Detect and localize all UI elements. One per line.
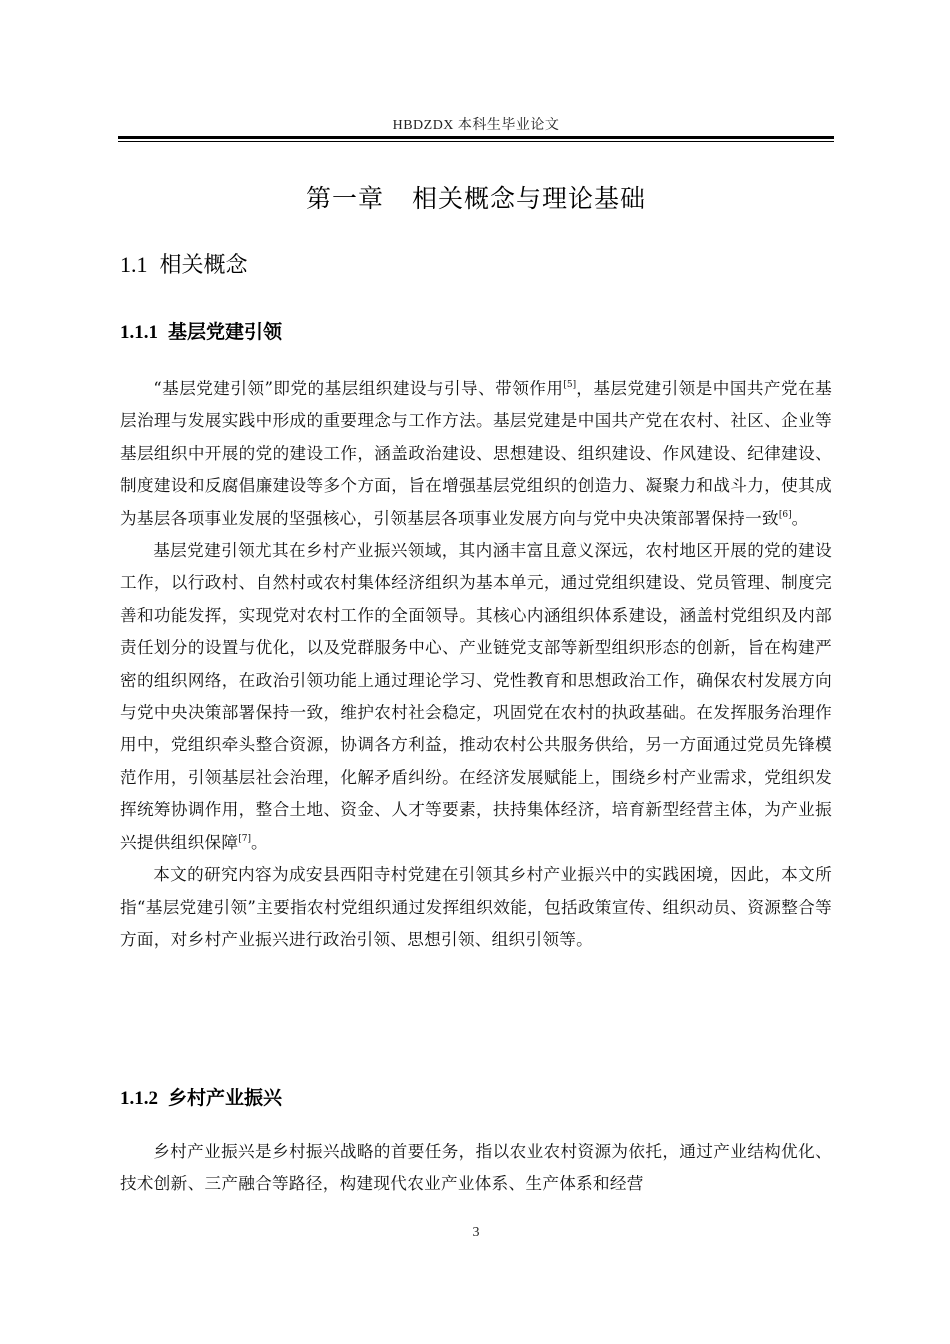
paragraph-2: 基层党建引领尤其在乡村产业振兴领域，其内涵丰富且意义深远，农村地区开展的党的建设工作，以行政村、自然村或农村集体经济组织为基本单元，通过党组织建设、党员管理、制度完善和功能发挥，实现党对农村工作的全面领导。其核心内涵组织体系建设，涵盖村党组织及内部责任划分的设置与优化，以及党群服务中心、产业链党支部等新型组织形态的创新，旨在构建严密的组织网络，在政治引领功能上通过理论学习、党性教育和思想政治工作，确保农村发展方向与党中央决策部署保持一致，维护农村社会稳定，巩固党在农村的执政基础。在发挥服务治理作用中，党组织牵头整合资源，协调各方利益，推动农村公共服务供给，另一方面通过党员先锋模范作用，引领基层社会治理，化解矛盾纠纷。在经济发展赋能上，围绕乡村产业需求，党组织发挥统筹协调作用，整合土地、资金、人才等要素，扶持集体经济，培育新型经营主体，为产业振兴提供组织保障[7]。 <box>120 541 832 852</box>
section-1-1-2-heading <box>120 1083 282 1114</box>
section-1-1-heading <box>120 248 248 283</box>
header-rule-thin <box>118 141 834 142</box>
header-rule-thick <box>118 136 834 139</box>
citation-5[interactable]: [5] <box>563 380 577 390</box>
section-1-1-1-heading <box>120 317 282 348</box>
citation-7[interactable]: [7] <box>238 833 252 844</box>
chapter-title-text: 相关概念与理论基础 <box>412 184 647 213</box>
section-1-1-title: 相关概念 <box>159 253 248 278</box>
running-header: HBDZDX 本科生毕业论文 <box>392 118 560 133</box>
chapter-number: 第一章 <box>305 184 384 213</box>
citation-6[interactable]: [6] <box>778 509 792 520</box>
section-1-1-2-title: 乡村产业振兴 <box>168 1087 283 1109</box>
section-1-1-2-number: 1.1.2 <box>120 1088 158 1109</box>
paragraph-3: 本文的研究内容为成安县西阳寺村党建在引领其乡村产业振兴中的实践困境，因此，本文所指“基层党建引领”主要指农村党组织通过发挥组织效能，包括政策宣传、组织动员、资源整合等方面，对乡村产业振兴进行政治引领、思想引领、组织引领等。 <box>120 865 832 949</box>
section-1-1-1-title: 基层党建引领 <box>168 321 283 343</box>
paragraph-4: 乡村产业振兴是乡村振兴战略的首要任务，指以农业农村资源为依托，通过产业结构优化、技术创新、三产融合等路径，构建现代农业产业体系、生产体系和经营 <box>120 1142 832 1194</box>
paragraph-1: “基层党建引领”即党的基层组织建设与引导、带领作用[5]，基层党建引领是中国共产党在基层治理与发展实践中形成的重要理念与工作方法。基层党建是中国共产党在农村、社区、企业等基层组织中开展的党的建设工作，涵盖政治建设、思想建设、组织建设、作风建设、纪律建设、制度建设和反腐倡廉建设等多个方面，旨在增强基层党组织的创造力、凝聚力和战斗力，使其成为基层各项事业发展的坚强核心，引领基层各项事业发展方向与党中央决策部署保持一致[6]。 <box>120 379 832 528</box>
section-1-1-number: 1.1 <box>120 252 148 277</box>
chapter-title <box>118 179 834 219</box>
section-1-1-1-number: 1.1.1 <box>120 322 158 343</box>
section-1-1-1-body <box>120 373 832 956</box>
page-number: 3 <box>472 1225 480 1240</box>
section-1-1-2-body <box>120 1136 832 1201</box>
